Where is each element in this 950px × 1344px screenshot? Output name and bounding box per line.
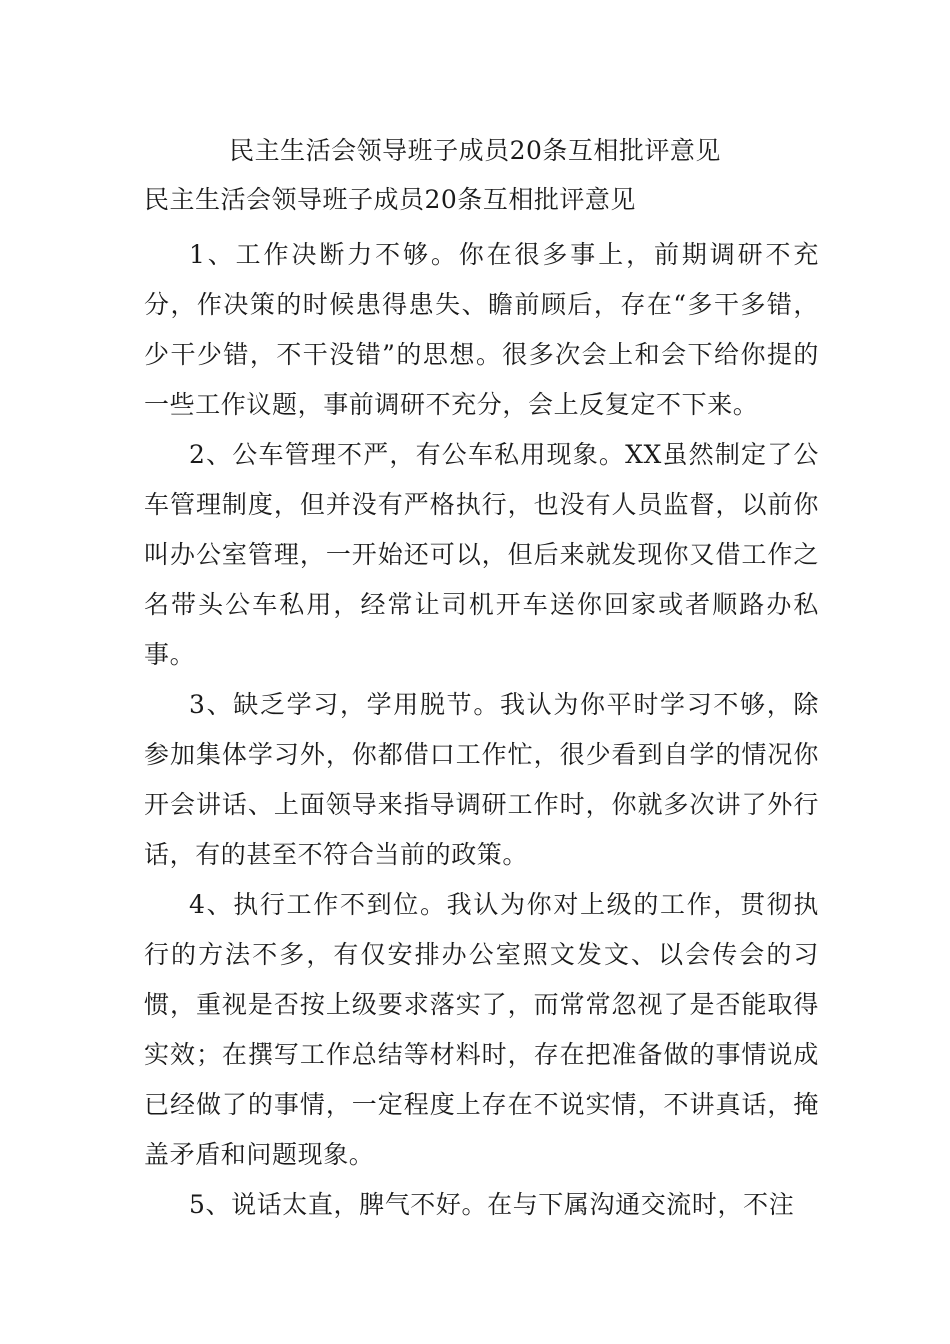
document-body <box>144 230 819 1230</box>
paragraph-1: 1、工作决断力不够。你在很多事上，前期调研不充分，作决策的时候患得患失、瞻前顾后，存在“多干多错，少干少错，不干没错”的思想。很多次会上和会下给你提的一些工作议题，事前调研不充分，会上反复定不下来。 <box>144 240 819 419</box>
paragraph-4: 4、执行工作不到位。我认为你对上级的工作，贯彻执行的方法不多，有仅安排办公室照文发文、以会传会的习惯，重视是否按上级要求落实了，而常常忽视了是否能取得实效；在撰写工作总结等材料时，存在把准备做的事情说成已经做了的事情，一定程度上存在不说实情，不讲真话，掩盖矛盾和问题现象。 <box>144 890 819 1169</box>
paragraph-2: 2、公车管理不严，有公车私用现象。XX虽然制定了公车管理制度，但并没有严格执行，也没有人员监督，以前你叫办公室管理，一开始还可以，但后来就发现你又借工作之名带头公车私用，经常让司机开车送你回家或者顺路办私事。 <box>144 440 819 669</box>
document-title: 民主生活会领导班子成员20条互相批评意见 <box>229 136 721 165</box>
paragraph-5: 5、说话太直，脾气不好。在与下属沟通交流时，不注 <box>189 1190 795 1219</box>
paragraph-3: 3、缺乏学习，学用脱节。我认为你平时学习不够，除参加集体学习外，你都借口工作忙，很少看到自学的情况你开会讲话、上面领导来指导调研工作时，你就多次讲了外行话，有的甚至不符合当前的政策。 <box>144 690 819 869</box>
document-subtitle: 民主生活会领导班子成员20条互相批评意见 <box>144 185 636 214</box>
